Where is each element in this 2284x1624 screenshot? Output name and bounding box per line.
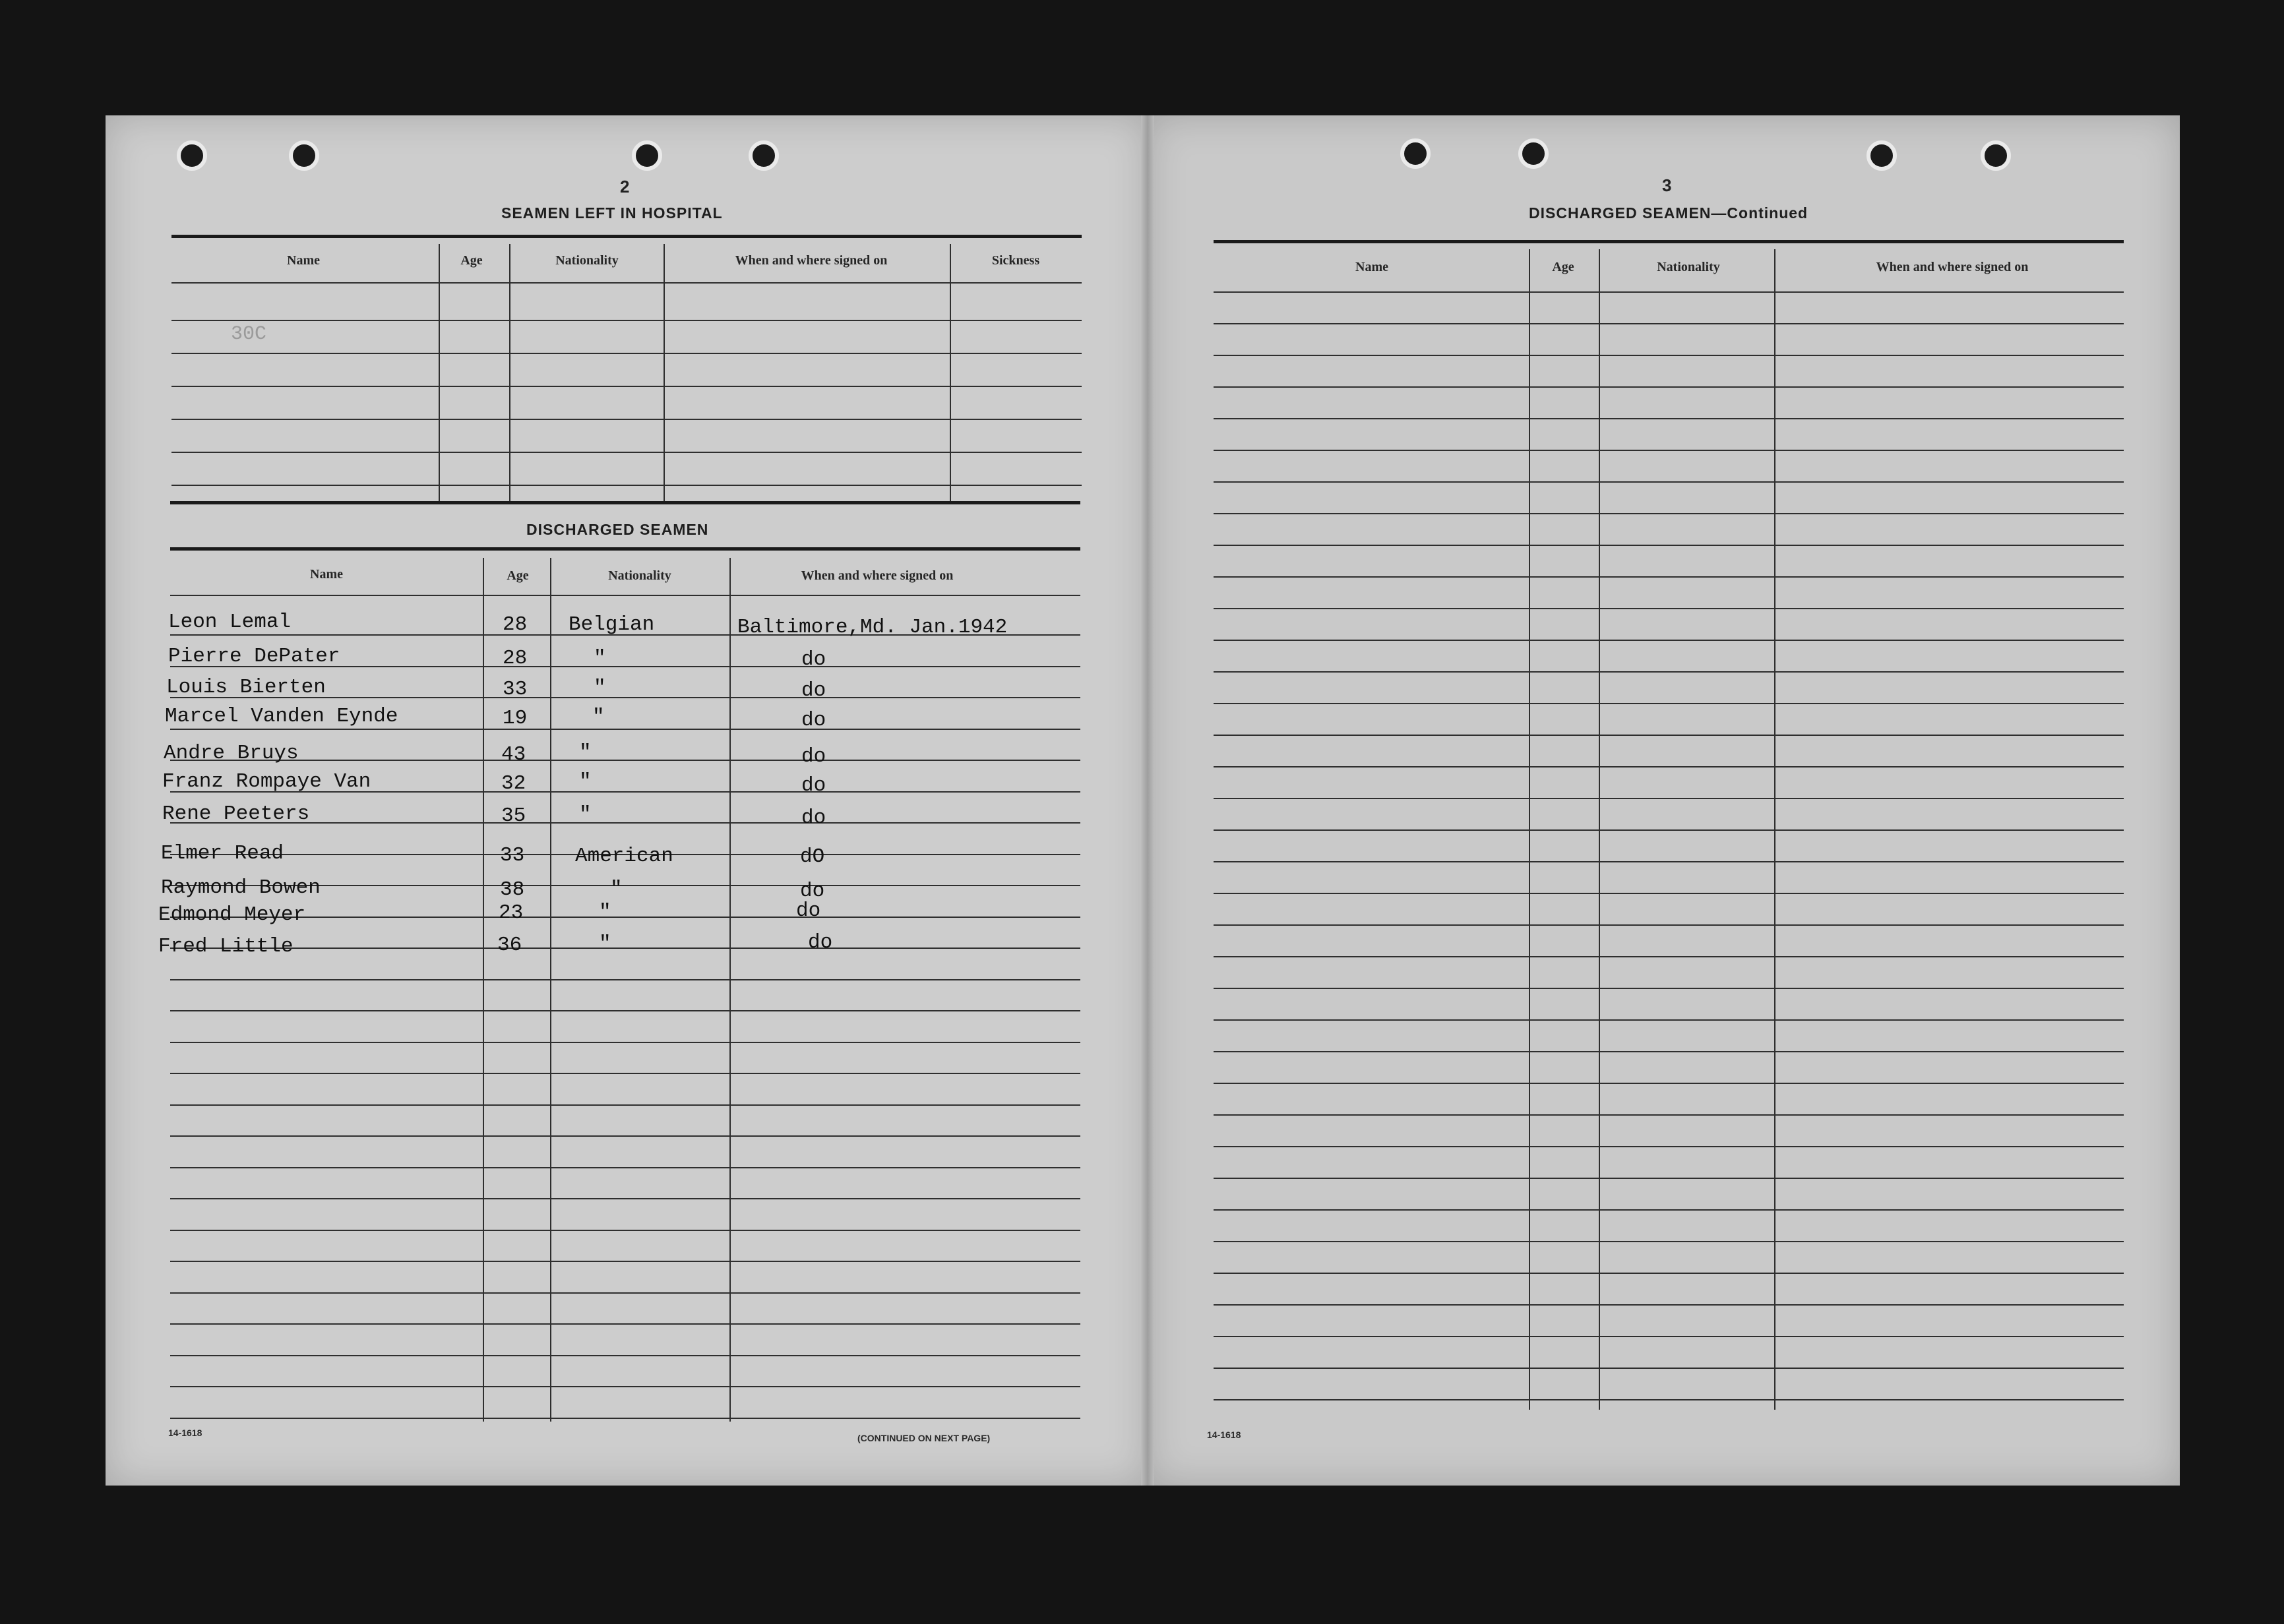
ruled-line xyxy=(1214,671,2124,673)
row-age: 38 xyxy=(500,878,525,901)
ruled-line xyxy=(1214,1114,2124,1116)
ruled-line xyxy=(1214,1083,2124,1084)
ruled-line xyxy=(1214,893,2124,894)
row-age: 33 xyxy=(503,678,528,701)
row-nationality: American xyxy=(575,845,673,868)
ruled-line xyxy=(1214,798,2124,799)
punch-hole xyxy=(749,140,779,171)
right-col-name: Name xyxy=(1355,260,1388,274)
ruled-line xyxy=(1214,1304,2124,1306)
row-signed-on: do xyxy=(801,745,826,768)
discharged-col-signed-on: When and where signed on xyxy=(801,568,954,583)
row-signed-on: do xyxy=(800,880,825,903)
punch-hole xyxy=(1867,140,1897,171)
punch-hole xyxy=(632,140,662,171)
row-name: Marcel Vanden Eynde xyxy=(165,705,398,728)
ruled-line xyxy=(170,979,1080,980)
ruled-line xyxy=(1214,640,2124,641)
ruled-line xyxy=(170,1042,1080,1043)
row-nationality: " xyxy=(594,677,606,700)
ruled-line xyxy=(1214,1241,2124,1242)
ruled-line xyxy=(1214,418,2124,419)
ruled-line xyxy=(170,1167,1080,1168)
punch-hole xyxy=(177,140,207,171)
ruled-line xyxy=(1214,1051,2124,1052)
ruled-line xyxy=(170,1135,1080,1137)
row-signed-on: dO xyxy=(800,845,825,868)
ruled-line xyxy=(170,1198,1080,1199)
page-number-left: 2 xyxy=(620,177,630,196)
ruled-line xyxy=(170,917,1080,918)
page-fold xyxy=(1141,115,1154,1486)
right-col-nationality: Nationality xyxy=(1657,260,1720,274)
row-nationality: Belgian xyxy=(569,613,655,636)
row-age: 43 xyxy=(501,743,526,766)
row-age: 23 xyxy=(499,901,524,924)
ruled-line xyxy=(170,1355,1080,1356)
ruled-line xyxy=(170,1386,1080,1387)
hospital-col-age: Age xyxy=(460,253,483,268)
ruled-line xyxy=(170,1230,1080,1231)
faded-mark: 30C xyxy=(231,323,267,346)
punch-hole xyxy=(1400,138,1431,169)
hospital-col-name: Name xyxy=(287,253,320,268)
row-name: Rene Peeters xyxy=(162,802,310,826)
ruled-line xyxy=(1214,576,2124,578)
row-age: 36 xyxy=(497,934,522,957)
ruled-line xyxy=(170,1073,1080,1074)
row-name: Pierre DePater xyxy=(168,645,340,668)
ruled-line xyxy=(170,760,1080,761)
row-nationality: " xyxy=(610,878,623,901)
ruled-line xyxy=(1214,1273,2124,1274)
row-age: 19 xyxy=(503,707,528,730)
ruled-line xyxy=(170,1261,1080,1262)
row-name: Edmond Meyer xyxy=(158,903,306,926)
row-name: Andre Bruys xyxy=(164,742,299,765)
row-nationality: " xyxy=(579,770,592,793)
ruled-line xyxy=(1214,608,2124,609)
punch-hole xyxy=(1518,138,1549,169)
ruled-line xyxy=(1214,1178,2124,1179)
row-age: 28 xyxy=(503,647,528,670)
row-nationality: " xyxy=(599,932,611,955)
ruled-line xyxy=(1214,924,2124,926)
ruled-line xyxy=(1214,1368,2124,1369)
hospital-col-signed-on: When and where signed on xyxy=(735,253,888,268)
row-age: 28 xyxy=(503,613,528,636)
form-code-left: 14-1618 xyxy=(168,1428,202,1438)
ruled-line xyxy=(1214,1146,2124,1147)
row-name: Louis Bierten xyxy=(166,676,326,699)
ruled-line xyxy=(1214,1209,2124,1211)
row-signed-on: Baltimore,Md. Jan.1942 xyxy=(737,616,1008,639)
ruled-line xyxy=(170,947,1080,949)
row-nationality: " xyxy=(579,803,592,826)
hospital-section-title: SEAMEN LEFT IN HOSPITAL xyxy=(501,204,723,222)
row-name: Elmer Read xyxy=(161,842,284,865)
row-name: Raymond Bowen xyxy=(161,876,321,899)
ruled-line xyxy=(1214,829,2124,831)
column-divider xyxy=(509,244,510,501)
discharged-col-name: Name xyxy=(310,567,343,582)
column-divider xyxy=(664,244,665,501)
row-age: 32 xyxy=(501,772,526,795)
ruled-line xyxy=(170,1104,1080,1106)
right-col-signed-on: When and where signed on xyxy=(1876,260,2029,274)
ruled-line xyxy=(1214,481,2124,483)
hospital-table-bottom-rule xyxy=(170,501,1080,504)
discharged-col-age: Age xyxy=(507,568,529,583)
ruled-line xyxy=(1214,988,2124,989)
row-signed-on: do xyxy=(801,648,826,671)
ruled-line xyxy=(170,1323,1080,1325)
column-divider xyxy=(439,244,440,501)
ruled-line xyxy=(1214,355,2124,356)
row-signed-on: do xyxy=(801,774,826,797)
ruled-line xyxy=(1214,1019,2124,1021)
ruled-line xyxy=(170,1292,1080,1294)
row-signed-on: do xyxy=(801,679,826,702)
row-signed-on: do xyxy=(796,899,821,922)
ruled-line xyxy=(170,1418,1080,1419)
page-number-right: 3 xyxy=(1662,175,1672,195)
row-nationality: " xyxy=(592,706,605,729)
row-name: Franz Rompaye Van xyxy=(162,770,371,793)
ruled-line xyxy=(1214,1399,2124,1400)
hospital-header-rule xyxy=(171,282,1082,284)
ruled-line xyxy=(171,386,1082,387)
right-page xyxy=(1148,115,2180,1486)
row-nationality: " xyxy=(594,647,606,670)
right-table-top-rule xyxy=(1214,240,2124,243)
ruled-line xyxy=(170,729,1080,730)
punch-hole xyxy=(289,140,319,171)
discharged-table-top-rule xyxy=(170,547,1080,551)
discharged-section-title: DISCHARGED SEAMEN xyxy=(526,521,709,538)
row-signed-on: do xyxy=(801,709,826,732)
row-signed-on: do xyxy=(801,806,826,829)
right-col-age: Age xyxy=(1552,260,1574,274)
ruled-line xyxy=(1214,450,2124,451)
discharged-col-nationality: Nationality xyxy=(608,568,671,583)
ruled-line xyxy=(170,1010,1080,1011)
ruled-line xyxy=(171,452,1082,453)
row-name: Fred Little xyxy=(158,935,293,958)
row-age: 33 xyxy=(500,844,525,867)
ruled-line xyxy=(171,485,1082,486)
column-divider xyxy=(950,244,951,501)
ruled-line xyxy=(1214,956,2124,957)
ruled-line xyxy=(1214,323,2124,324)
ruled-line xyxy=(1214,703,2124,704)
ruled-line xyxy=(1214,861,2124,862)
hospital-col-sickness: Sickness xyxy=(991,253,1040,268)
ruled-line xyxy=(171,353,1082,354)
ruled-line xyxy=(1214,766,2124,767)
ruled-line xyxy=(1214,386,2124,388)
ruled-line xyxy=(171,419,1082,420)
punch-hole xyxy=(1981,140,2011,171)
ruled-line xyxy=(1214,735,2124,736)
continued-note: (CONTINUED ON NEXT PAGE) xyxy=(857,1433,991,1443)
row-signed-on: do xyxy=(808,931,833,954)
form-code-right: 14-1618 xyxy=(1207,1429,1241,1440)
discharged-header-rule xyxy=(170,595,1080,596)
hospital-col-nationality: Nationality xyxy=(555,253,619,268)
continued-section-title: DISCHARGED SEAMEN—Continued xyxy=(1529,204,1808,222)
row-nationality: " xyxy=(579,741,592,764)
ruled-line xyxy=(171,320,1082,321)
ruled-line xyxy=(1214,1336,2124,1337)
row-age: 35 xyxy=(501,804,526,827)
hospital-table-top-rule xyxy=(171,235,1082,238)
row-nationality: " xyxy=(599,901,611,924)
right-header-rule xyxy=(1214,291,2124,293)
row-name: Leon Lemal xyxy=(168,611,292,634)
ruled-line xyxy=(1214,513,2124,514)
ruled-line xyxy=(1214,545,2124,546)
